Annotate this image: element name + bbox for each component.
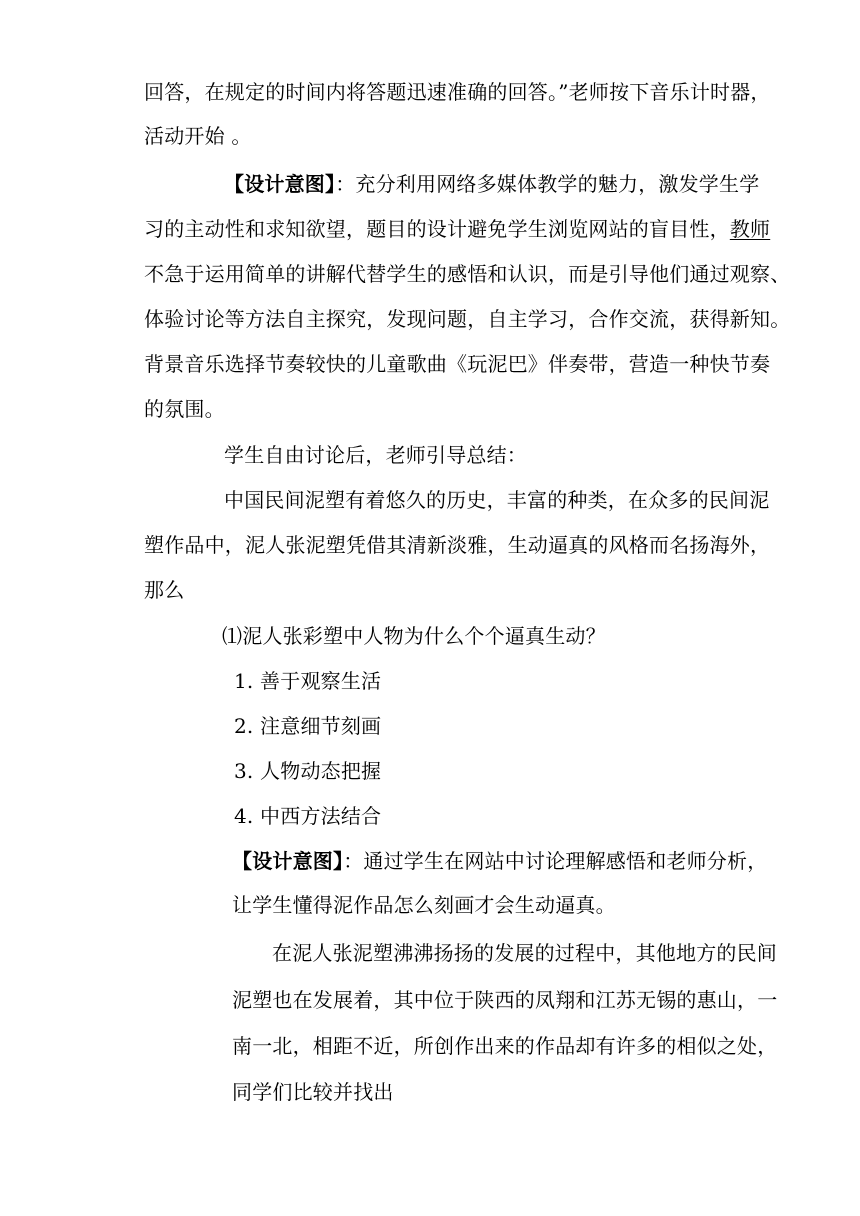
design-intent-label: 【设计意图】 — [232, 849, 344, 873]
paragraph-line: 不急于运用简单的讲解代替学生的感悟和认识，而是引导他们通过观察、 — [144, 262, 791, 286]
list-item: 3. 人物动态把握 — [234, 759, 382, 783]
paragraph-line: 塑作品中，泥人张泥塑凭借其清新淡雅，生动逼真的风格而名扬海外， — [144, 533, 771, 557]
paragraph-text: 习的主动性和求知欲望，题目的设计避免学生浏览网站的盲目性， — [144, 217, 730, 241]
paragraph-line: 回答，在规定的时间内将答题迅速准确的回答。”老师按下音乐计时器， — [144, 80, 771, 104]
design-intent-label: 【设计意图】 — [224, 172, 336, 196]
paragraph-line: 活动开始 。 — [144, 124, 252, 148]
paragraph-line: 体验讨论等方法自主探究，发现问题，自主学习，合作交流，获得新知。 — [144, 307, 791, 331]
list-item: 4. 中西方法结合 — [234, 804, 382, 828]
paragraph-line: 背景音乐选择节奏较快的儿童歌曲《玩泥巴》伴奏带，营造一种快节奏 — [144, 352, 771, 376]
paragraph-line: 让学生懂得泥作品怎么刻画才会生动逼真。 — [232, 893, 616, 917]
paragraph-line: 在泥人张泥塑沸沸扬扬的发展的过程中，其他地方的民间 — [272, 941, 777, 965]
list-item: 1. 善于观察生活 — [234, 669, 382, 693]
paragraph-line: 中国民间泥塑有着悠久的历史，丰富的种类，在众多的民间泥 — [224, 488, 770, 512]
design-intent-line — [232, 849, 767, 873]
list-item: 2. 注意细节刻画 — [234, 714, 382, 738]
question-heading: ⑴泥人张彩塑中人物为什么个个逼真生动？ — [222, 624, 606, 648]
paragraph-text: ：充分利用网络多媒体教学的魅力，激发学生学 — [335, 172, 760, 196]
paragraph-line — [144, 217, 770, 241]
paragraph-line: 泥塑也在发展着，其中位于陕西的凤翔和江苏无锡的惠山，一 — [232, 988, 778, 1012]
design-intent-line — [224, 172, 759, 196]
paragraph-line: 学生自由讨论后，老师引导总结： — [224, 443, 527, 467]
paragraph-line: 南一北，相距不近，所创作出来的作品却有许多的相似之处， — [232, 1034, 778, 1058]
paragraph-line: 那么 — [144, 578, 185, 602]
paragraph-line: 的氛围。 — [144, 397, 225, 421]
underlined-word: 教师 — [729, 217, 771, 241]
paragraph-line: 同学们比较并找出 — [232, 1080, 394, 1104]
paragraph-text: ：通过学生在网站中讨论理解感悟和老师分析， — [343, 849, 768, 873]
